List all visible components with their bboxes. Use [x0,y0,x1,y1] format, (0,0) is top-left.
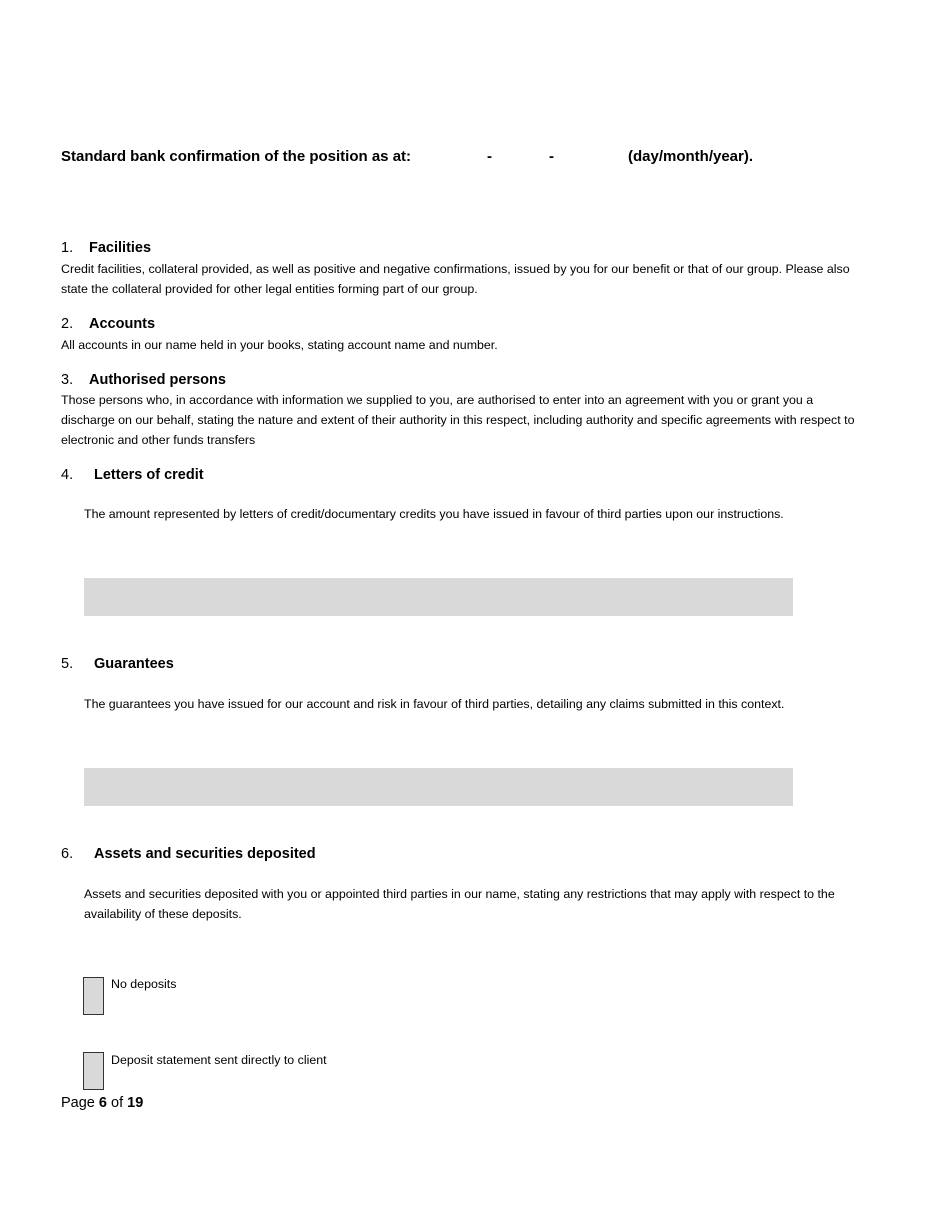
no-deposits-label: No deposits [111,977,177,991]
section-number-2: 2. [61,316,74,332]
section-body-accounts: All accounts in our name held in your books, stating account name and number. [61,338,498,352]
deposit-statement-checkbox[interactable] [83,1052,104,1090]
section-number-3: 3. [61,372,74,388]
section-title-authorised-persons: Authorised persons [89,372,226,388]
section-number-4: 4. [61,467,74,483]
deposit-statement-label: Deposit statement sent directly to client [111,1053,327,1067]
letters-of-credit-input-field[interactable] [84,578,793,616]
section-body-facilities: Credit facilities, collateral provided, as well as positive and negative confirmations, issued by you for our benefit or that of our group. Please also state the collateral provided for other legal entities forming part of our group. [61,262,850,296]
page-number [61,1095,143,1111]
current-page-number: 6 [98,1095,107,1111]
date-format-hint: (day/month/year). [628,148,754,165]
section-number-6: 6. [61,846,74,862]
section-title-accounts: Accounts [89,316,156,332]
date-separator-1: - [487,148,492,165]
page-prefix: Page [61,1095,95,1111]
guarantees-input-field[interactable] [84,768,793,806]
section-title-letters-of-credit: Letters of credit [94,467,204,483]
section-title-facilities: Facilities [89,240,152,256]
section-body-guarantees: The guarantees you have issued for our account and risk in favour of third parties, detailing any claims submitted in this context. [84,697,785,711]
confirmation-heading: Standard bank confirmation of the position as at: [61,148,412,165]
section-body-authorised-persons: Those persons who, in accordance with information we supplied to you, are authorised to enter into an agreement with you or grant you a discharge on our behalf, stating the nature and extent of their authority in this respect, including authority and specific agreements with respect to electronic and other funds transfers [61,393,855,447]
section-title-guarantees: Guarantees [94,656,174,672]
section-number-5: 5. [61,656,74,672]
page-of-word: of [111,1095,124,1111]
section-title-assets-securities: Assets and securities deposited [94,846,316,862]
section-body-letters-of-credit: The amount represented by letters of credit/documentary credits you have issued in favour of third parties upon our instructions. [84,507,784,521]
date-separator-2: - [549,148,554,165]
section-number-1: 1. [61,240,74,256]
section-body-assets-securities: Assets and securities deposited with you or appointed third parties in our name, stating any restrictions that may apply with respect to the availability of these deposits. [84,887,835,921]
no-deposits-checkbox[interactable] [83,977,104,1015]
total-pages-number: 19 [127,1095,144,1111]
